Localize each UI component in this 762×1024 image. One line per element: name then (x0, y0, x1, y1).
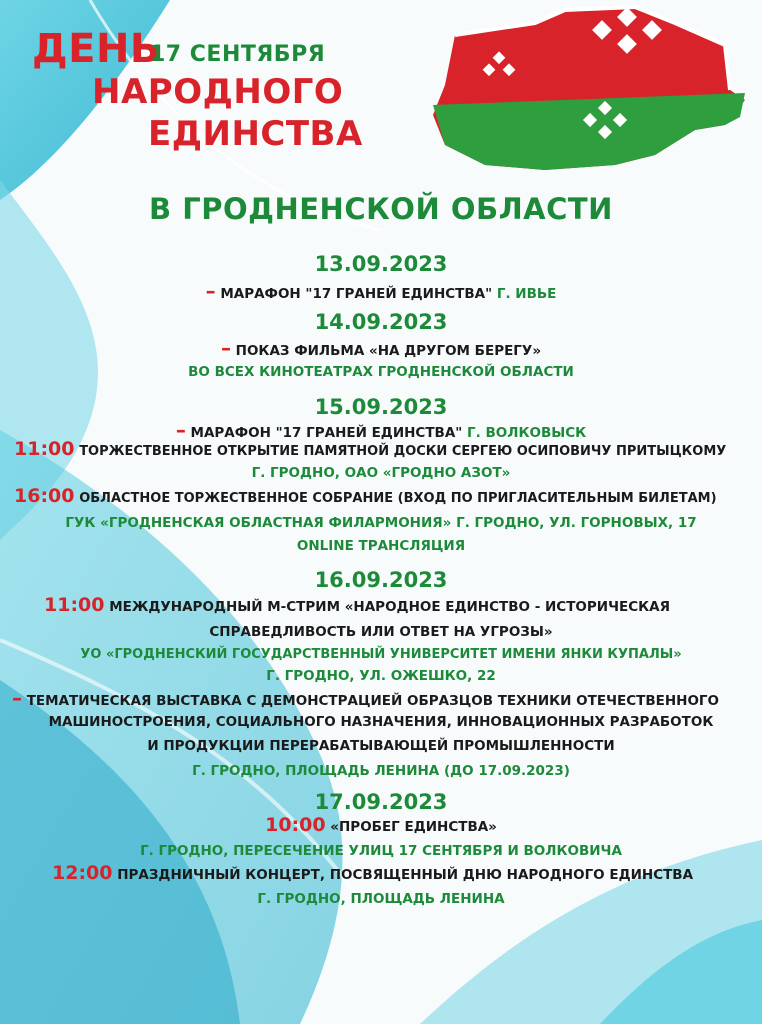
event-place: ГУК «ГРОДНЕНСКАЯ ОБЛАСТНАЯ ФИЛАРМОНИЯ» Г. ГРОДНО, УЛ. ГОРНОВЫХ, 17 (65, 515, 697, 531)
title-date: 17 СЕНТЯБРЯ (150, 42, 326, 67)
event-time: 16:00 (14, 485, 75, 507)
event-text: СПРАВЕДЛИВОСТЬ ИЛИ ОТВЕТ НА УГРОЗЫ» (209, 624, 553, 640)
event-line (14, 438, 726, 460)
event-place: ВО ВСЕХ КИНОТЕАТРАХ ГРОДНЕНСКОЙ ОБЛАСТИ (188, 364, 574, 380)
event-line (44, 594, 670, 616)
belarus-map-emblem (425, 5, 755, 180)
event-place: Г. ГРОДНО, ПЛОЩАДЬ ЛЕНИНА (ДО 17.09.2023) (192, 763, 570, 779)
event-text: МАРАФОН "17 ГРАНЕЙ ЕДИНСТВА" (190, 425, 463, 441)
event-place: Г. ВОЛКОВЫСК (467, 425, 587, 441)
dash-marker: – (205, 279, 216, 303)
event-text: И ПРОДУКЦИИ ПЕРЕРАБАТЫВАЮЩЕЙ ПРОМЫШЛЕННОСТИ (147, 738, 615, 754)
event-date: 14.09.2023 (314, 310, 448, 334)
event-text: ТЕМАТИЧЕСКАЯ ВЫСТАВКА С ДЕМОНСТРАЦИЕЙ ОБРАЗЦОВ ТЕХНИКИ ОТЕЧЕСТВЕННОГО (26, 693, 719, 709)
event-time: 10:00 (265, 814, 326, 836)
event-place: Г. ГРОДНО, ПЛОЩАДЬ ЛЕНИНА (257, 891, 505, 907)
event-line (0, 279, 762, 303)
event-text: МАРАФОН "17 ГРАНЕЙ ЕДИНСТВА" (220, 286, 493, 302)
title-word-day: ДЕНЬ (32, 26, 161, 72)
event-line (52, 862, 693, 884)
event-line (0, 336, 762, 360)
title-word-people: НАРОДНОГО (92, 72, 344, 112)
event-line (12, 686, 719, 710)
event-text: ОБЛАСТНОЕ ТОРЖЕСТВЕННОЕ СОБРАНИЕ (ВХОД ПО ПРИГЛАСИТЕЛЬНЫМ БИЛЕТАМ) (79, 491, 717, 506)
event-date: 16.09.2023 (314, 568, 448, 592)
event-time: 11:00 (44, 594, 105, 616)
event-online: ONLINE ТРАНСЛЯЦИЯ (296, 538, 466, 554)
title-word-unity: ЕДИНСТВА (148, 114, 363, 154)
event-line (0, 814, 762, 836)
event-text: МАШИНОСТРОЕНИЯ, СОЦИАЛЬНОГО НАЗНАЧЕНИЯ, ИННОВАЦИОННЫХ РАЗРАБОТОК (48, 714, 714, 730)
event-place: УО «ГРОДНЕНСКИЙ ГОСУДАРСТВЕННЫЙ УНИВЕРСИТЕТ ИМЕНИ ЯНКИ КУПАЛЫ» (80, 647, 682, 662)
event-time: 12:00 (52, 862, 113, 884)
event-place: Г. ИВЬЕ (496, 286, 557, 302)
event-text: МЕЖДУНАРОДНЫЙ М-СТРИМ «НАРОДНОЕ ЕДИНСТВО - ИСТОРИЧЕСКАЯ (109, 599, 670, 615)
event-date: 17.09.2023 (314, 790, 448, 814)
event-text: «ПРОБЕГ ЕДИНСТВА» (330, 819, 497, 835)
event-text: ПРАЗДНИЧНЫЙ КОНЦЕРТ, ПОСВЯЩЕННЫЙ ДНЮ НАРОДНОГО ЕДИНСТВА (117, 867, 694, 883)
dash-marker: – (175, 418, 186, 442)
dash-marker: – (12, 686, 22, 710)
event-date: 15.09.2023 (314, 395, 448, 419)
event-text: ПОКАЗ ФИЛЬМА «НА ДРУГОМ БЕРЕГУ» (235, 343, 542, 359)
event-text: ТОРЖЕСТВЕННОЕ ОТКРЫТИЕ ПАМЯТНОЙ ДОСКИ СЕРГЕЮ ОСИПОВИЧУ ПРИТЫЦКОМУ (79, 444, 727, 459)
event-place: Г. ГРОДНО, УЛ. ОЖЕШКО, 22 (266, 668, 496, 684)
event-place: Г. ГРОДНО, ПЕРЕСЕЧЕНИЕ УЛИЦ 17 СЕНТЯБРЯ И ВОЛКОВИЧА (140, 843, 622, 859)
event-time: 11:00 (14, 438, 75, 460)
event-line (14, 485, 717, 507)
event-date: 13.09.2023 (314, 252, 448, 276)
dash-marker: – (220, 336, 231, 360)
region-title: В ГРОДНЕНСКОЙ ОБЛАСТИ (149, 192, 613, 226)
event-place: Г. ГРОДНО, ОАО «ГРОДНО АЗОТ» (251, 465, 511, 481)
